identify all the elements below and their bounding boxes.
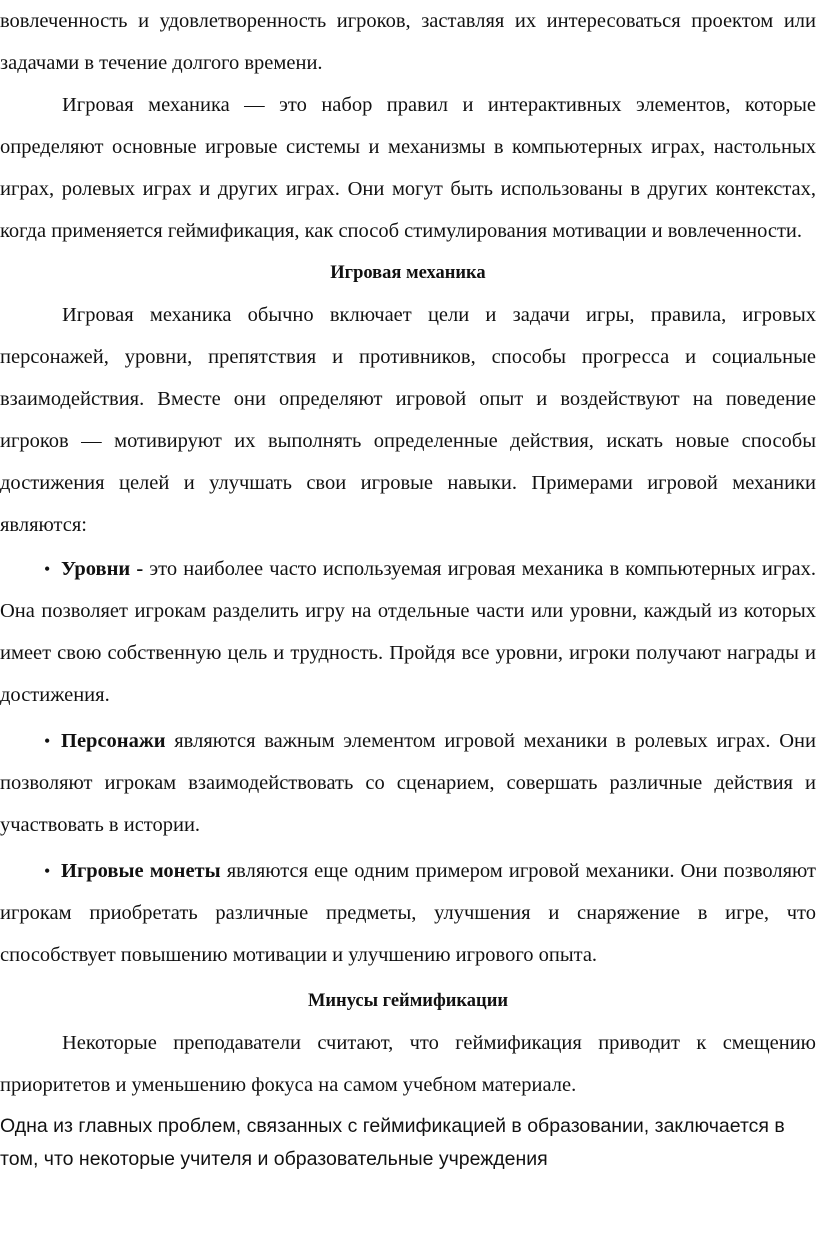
paragraph-teachers-opinion: Некоторые преподаватели считают, что геймификация приводит к смещению приоритетов и уменьшению фокуса на самом учебном материале. xyxy=(0,1032,816,1096)
bullet-characters xyxy=(0,720,816,846)
bullet-text-levels: это наиболее часто используемая игровая механика в компьютерных играх. Она позволяет игрокам разделить игру на отдельные части или уровни, каждый из которых имеет свою собственную цель и трудность. Пройдя все уровни, игроки получают награды и достижения. xyxy=(0,558,816,706)
heading-gamification-cons: Минусы геймификации xyxy=(307,991,509,1011)
bullet-coins xyxy=(0,850,816,976)
bullet-text-characters: являются важным элементом игровой механики в ролевых играх. Они позволяют игрокам взаимодействовать со сценарием, совершать различные действия и участвовать в истории. xyxy=(0,730,816,836)
bullet-icon: • xyxy=(44,731,51,751)
bullet-term-coins: Игровые монеты xyxy=(61,860,221,882)
bullet-term-characters: Персонажи xyxy=(61,730,166,752)
paragraph-main-problem: Одна из главных проблем, связанных с геймификацией в образовании, заключается в том, что некоторые учителя и образовательные учреждения xyxy=(0,1115,785,1170)
paragraph-game-mechanics-definition: Игровая механика — это набор правил и интерактивных элементов, которые определяют основные игровые системы и механизмы в компьютерных играх, настольных играх, ролевых играх и других играх. Они могут быть использованы в других контекстах, когда применяется геймификация, как способ стимулирования мотивации и вовлеченности. xyxy=(0,94,816,242)
paragraph-game-mechanics-elements: Игровая механика обычно включает цели и задачи игры, правила, игровых персонажей, уровни, препятствия и противников, способы прогресса и социальные взаимодействия. Вместе они определяют игровой опыт и воздействуют на поведение игроков — мотивируют их выполнять определенные действия, искать новые способы достижения целей и улучшать свои игровые навыки. Примерами игровой механики являются: xyxy=(0,304,816,536)
bullet-icon: • xyxy=(44,861,51,881)
bullet-term-levels: Уровни - xyxy=(61,558,144,580)
paragraph-continuation: вовлеченность и удовлетворенность игроков, заставляя их интересоваться проектом или задачами в течение долгого времени. xyxy=(0,10,816,74)
heading-game-mechanics: Игровая механика xyxy=(330,263,486,283)
bullet-icon: • xyxy=(44,559,51,579)
bullet-levels xyxy=(0,548,816,716)
bullet-text-coins: являются еще одним примером игровой механики. Они позволяют игрокам приобретать различные предметы, улучшения и снаряжение в игре, что способствует повышению мотивации и улучшению игрового опыта. xyxy=(0,860,816,966)
